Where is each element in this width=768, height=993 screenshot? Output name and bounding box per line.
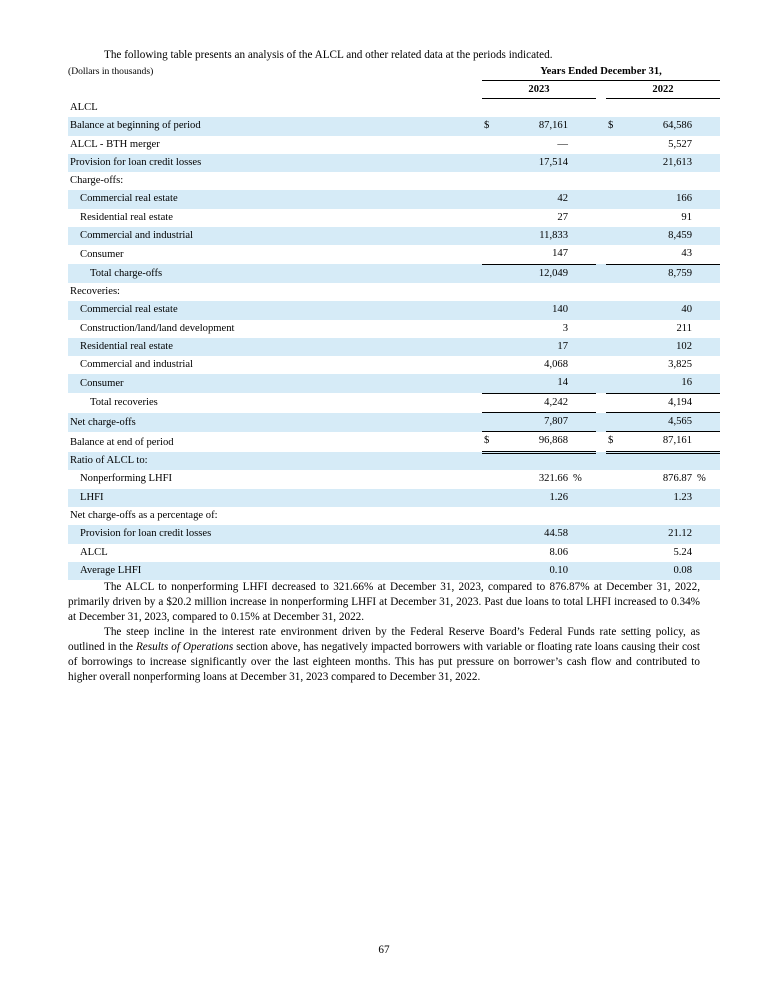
row-label: Average LHFI — [68, 562, 482, 580]
column-gap — [596, 190, 606, 208]
table-row — [68, 374, 720, 393]
row-percent-2022 — [694, 507, 720, 525]
column-gap — [596, 283, 606, 301]
table-row — [68, 264, 720, 283]
table-row — [68, 562, 720, 580]
row-currency-2023 — [482, 393, 496, 412]
row-percent-2023 — [570, 136, 596, 154]
row-percent-2023 — [570, 356, 596, 374]
row-value-2023 — [496, 99, 570, 117]
row-value-2022: 43 — [620, 245, 694, 264]
row-currency-2022 — [606, 227, 620, 245]
row-currency-2022 — [606, 338, 620, 356]
row-currency-2022 — [606, 374, 620, 393]
row-currency-2023 — [482, 338, 496, 356]
row-percent-2022 — [694, 544, 720, 562]
para2-italic-reference: Results of Operations — [135, 640, 234, 653]
table-body — [68, 99, 720, 580]
row-value-2022: 21,613 — [620, 154, 694, 172]
table-row — [68, 393, 720, 412]
row-currency-2023: $ — [482, 432, 496, 452]
row-value-2023: 0.10 — [496, 562, 570, 580]
table-header-group-row — [68, 63, 720, 81]
row-percent-2023 — [570, 245, 596, 264]
row-value-2022: 8,459 — [620, 227, 694, 245]
table-row — [68, 136, 720, 154]
row-currency-2022 — [606, 283, 620, 301]
row-label: Residential real estate — [80, 211, 173, 223]
row-value-2022: 3,825 — [668, 359, 692, 371]
row-percent-2022 — [694, 301, 720, 319]
row-value-2022: 91 — [681, 211, 692, 223]
table-row — [68, 190, 720, 208]
row-currency-2022 — [606, 356, 620, 374]
row-percent-2023 — [570, 209, 596, 227]
units-note: (Dollars in thousands) — [68, 65, 154, 77]
column-gap — [596, 470, 606, 488]
row-currency-2022 — [606, 136, 620, 154]
row-value-2022 — [620, 99, 694, 117]
row-label: ALCL — [70, 101, 98, 113]
column-gap — [596, 356, 606, 374]
row-value-2022: 87,161 — [620, 432, 694, 452]
row-value-2023 — [496, 452, 570, 470]
table-row — [68, 245, 720, 264]
table-row — [68, 489, 720, 507]
row-value-2023: 42 — [496, 190, 570, 208]
row-percent-2023 — [570, 117, 596, 135]
row-percent-2023 — [570, 227, 596, 245]
column-gap — [596, 136, 606, 154]
row-label: Recoveries: — [70, 285, 121, 297]
row-value-2023: 321.66 — [538, 473, 568, 485]
table-row — [68, 452, 720, 470]
column-gap — [596, 154, 606, 172]
row-currency-2022 — [606, 507, 620, 525]
row-value-2023: 12,049 — [496, 264, 570, 283]
row-percent-2023 — [570, 172, 596, 190]
row-label: Construction/land/land development — [80, 322, 235, 334]
row-value-2023: 4,242 — [496, 393, 570, 412]
row-percent-2023 — [570, 413, 596, 432]
row-currency-2022 — [606, 320, 620, 338]
table-row — [68, 172, 720, 190]
row-percent-2023 — [570, 374, 596, 393]
row-currency-2022 — [606, 301, 620, 319]
table-header — [68, 63, 720, 99]
row-percent-2022 — [694, 338, 720, 356]
column-gap — [596, 209, 606, 227]
column-gap — [596, 227, 606, 245]
header-year-2022: 2022 — [606, 81, 720, 99]
row-percent-2022 — [694, 209, 720, 227]
row-value-2023: 96,868 — [496, 432, 570, 452]
row-percent-2022: % — [697, 473, 706, 485]
row-percent-2022 — [694, 562, 720, 580]
row-percent-2023 — [570, 320, 596, 338]
row-value-2022: 0.08 — [620, 562, 694, 580]
row-percent-2022 — [694, 356, 720, 374]
row-currency-2023 — [482, 413, 496, 432]
column-gap — [596, 301, 606, 319]
row-value-2023: 44.58 — [496, 525, 570, 543]
row-label: Provision for loan credit losses — [68, 154, 482, 172]
body-paragraph-1: The ALCL to nonperforming LHFI decreased to 321.66% at December 31, 2023, compared to 876.87% at December 31, 2022, primarily driven by a $20.2 million increase in nonperforming LHFI at December 31, 2023. Past due loans to total LHFI increased to 0.34% at December 31, 2023, compared to 0.15% at December 31, 2022. — [68, 581, 700, 623]
row-value-2023: 1.26 — [496, 489, 570, 507]
row-currency-2022 — [606, 190, 620, 208]
row-label: Commercial and industrial — [68, 227, 482, 245]
intro-paragraph: The following table presents an analysis of the ALCL and other related data at the periods indicated. — [104, 49, 553, 61]
row-percent-2022 — [694, 245, 720, 264]
header-gap — [596, 81, 606, 99]
row-percent-2022 — [694, 154, 720, 172]
row-percent-2023 — [570, 154, 596, 172]
row-currency-2023 — [482, 301, 496, 319]
row-currency-2022 — [606, 172, 620, 190]
page-content — [68, 48, 706, 684]
row-label: Total charge-offs — [68, 264, 482, 283]
table-row — [68, 320, 720, 338]
row-value-2022: 16 — [620, 374, 694, 393]
row-percent-2022 — [694, 136, 720, 154]
row-currency-2022 — [606, 562, 620, 580]
row-value-2023: 27 — [557, 211, 568, 223]
row-currency-2023 — [482, 136, 496, 154]
row-label: Consumer — [68, 374, 482, 393]
row-currency-2023 — [482, 507, 496, 525]
row-label: ALCL - BTH merger — [70, 138, 160, 150]
row-currency-2023 — [482, 356, 496, 374]
row-currency-2023 — [482, 154, 496, 172]
row-currency-2023 — [482, 209, 496, 227]
row-label: Net charge-offs as a percentage of: — [70, 510, 218, 522]
row-label: Commercial and industrial — [80, 359, 193, 371]
row-currency-2023 — [482, 283, 496, 301]
row-value-2022: 5.24 — [673, 546, 692, 558]
row-currency-2022 — [606, 393, 620, 412]
row-value-2023: 17,514 — [496, 154, 570, 172]
row-label: Ratio of ALCL to: — [68, 452, 482, 470]
table-row — [68, 117, 720, 135]
table-row — [68, 525, 720, 543]
row-percent-2023 — [570, 544, 596, 562]
row-value-2023: 4,068 — [544, 359, 568, 371]
table-header-year-row — [68, 81, 720, 99]
table-row — [68, 338, 720, 356]
row-currency-2023 — [482, 544, 496, 562]
row-value-2023: — — [557, 138, 568, 150]
header-years-ended: Years Ended December 31, — [482, 63, 720, 81]
page-number: 67 — [378, 944, 390, 956]
row-label: Balance at beginning of period — [68, 117, 482, 135]
table-row — [68, 209, 720, 227]
row-percent-2022 — [694, 190, 720, 208]
table-row — [68, 154, 720, 172]
row-value-2022 — [620, 452, 694, 470]
row-percent-2022 — [694, 525, 720, 543]
row-currency-2022 — [606, 544, 620, 562]
row-currency-2022 — [606, 245, 620, 264]
row-percent-2023 — [570, 99, 596, 117]
row-label: ALCL — [80, 546, 108, 558]
row-value-2023 — [496, 507, 570, 525]
column-gap — [596, 245, 606, 264]
row-value-2022: 1.23 — [620, 489, 694, 507]
row-value-2022: 876.87 — [662, 473, 692, 485]
column-gap — [596, 432, 606, 452]
column-gap — [596, 452, 606, 470]
row-value-2022: 102 — [620, 338, 694, 356]
row-value-2023 — [496, 283, 570, 301]
row-value-2022: 5,527 — [668, 138, 692, 150]
row-currency-2023 — [482, 320, 496, 338]
row-percent-2022 — [694, 227, 720, 245]
row-percent-2023 — [570, 432, 596, 452]
column-gap — [596, 413, 606, 432]
row-label: Balance at end of period — [70, 436, 174, 448]
row-currency-2022 — [606, 209, 620, 227]
row-percent-2023 — [570, 489, 596, 507]
row-value-2023: 7,807 — [496, 413, 570, 432]
row-label: Provision for loan credit losses — [68, 525, 482, 543]
para2-part-a: The steep incline in the interest rate environment driven by the Federal Reserve Board’s Federal Funds rate setting policy, as outlined in the — [68, 625, 700, 653]
row-percent-2023 — [570, 393, 596, 412]
column-gap — [596, 544, 606, 562]
table-row — [68, 99, 720, 117]
row-label: Residential real estate — [68, 338, 482, 356]
row-currency-2022 — [606, 470, 620, 488]
row-value-2022: 21.12 — [620, 525, 694, 543]
row-percent-2023 — [570, 190, 596, 208]
row-label: Consumer — [80, 248, 124, 260]
row-currency-2023 — [482, 264, 496, 283]
column-gap — [596, 117, 606, 135]
row-label: LHFI — [68, 489, 482, 507]
row-currency-2022 — [606, 99, 620, 117]
row-percent-2022 — [694, 117, 720, 135]
row-currency-2023 — [482, 470, 496, 488]
row-percent-2022 — [694, 452, 720, 470]
column-gap — [596, 374, 606, 393]
body-paragraph-2 — [68, 625, 700, 685]
row-percent-2022 — [694, 283, 720, 301]
row-value-2023: 11,833 — [496, 227, 570, 245]
row-percent-2023 — [570, 283, 596, 301]
header-year-2023: 2023 — [482, 81, 596, 99]
row-percent-2023 — [570, 562, 596, 580]
table-row — [68, 413, 720, 432]
row-percent-2022 — [694, 374, 720, 393]
row-percent-2022 — [694, 99, 720, 117]
column-gap — [596, 507, 606, 525]
row-value-2022: 40 — [620, 301, 694, 319]
column-gap — [596, 489, 606, 507]
row-currency-2022 — [606, 413, 620, 432]
row-currency-2023 — [482, 452, 496, 470]
row-currency-2022 — [606, 154, 620, 172]
row-value-2023: 140 — [496, 301, 570, 319]
column-gap — [596, 393, 606, 412]
table-row — [68, 301, 720, 319]
row-label: Commercial real estate — [68, 190, 482, 208]
table-row — [68, 283, 720, 301]
row-currency-2022 — [606, 452, 620, 470]
row-currency-2023: $ — [482, 117, 496, 135]
row-percent-2022 — [694, 413, 720, 432]
table-row — [68, 432, 720, 452]
row-currency-2023 — [482, 562, 496, 580]
row-value-2022: 4,565 — [620, 413, 694, 432]
column-gap — [596, 338, 606, 356]
row-currency-2022 — [606, 525, 620, 543]
table-row — [68, 227, 720, 245]
row-currency-2023 — [482, 525, 496, 543]
row-percent-2023 — [570, 301, 596, 319]
column-gap — [596, 562, 606, 580]
row-value-2022: 166 — [620, 190, 694, 208]
row-value-2023: 87,161 — [496, 117, 570, 135]
row-percent-2022 — [694, 432, 720, 452]
row-percent-2022 — [694, 320, 720, 338]
row-currency-2022: $ — [606, 117, 620, 135]
row-currency-2023 — [482, 227, 496, 245]
row-value-2023: 17 — [496, 338, 570, 356]
row-currency-2023 — [482, 489, 496, 507]
row-value-2022: 4,194 — [620, 393, 694, 412]
column-gap — [596, 525, 606, 543]
row-label: Net charge-offs — [68, 413, 482, 432]
row-value-2022: 8,759 — [620, 264, 694, 283]
row-currency-2023 — [482, 190, 496, 208]
column-gap — [596, 320, 606, 338]
row-value-2022 — [620, 283, 694, 301]
table-row — [68, 356, 720, 374]
alcl-analysis-table — [68, 63, 720, 580]
row-currency-2022 — [606, 264, 620, 283]
row-value-2023: 14 — [496, 374, 570, 393]
table-row — [68, 470, 720, 488]
row-currency-2023 — [482, 245, 496, 264]
row-value-2023: 3 — [562, 322, 568, 334]
row-percent-2023 — [570, 338, 596, 356]
row-label: Nonperforming LHFI — [80, 473, 173, 485]
row-label: Charge-offs: — [70, 175, 124, 187]
row-value-2023: 8.06 — [549, 546, 568, 558]
row-percent-2022 — [694, 489, 720, 507]
row-percent-2023: % — [573, 473, 582, 485]
header-spacer — [68, 81, 482, 99]
row-currency-2022: $ — [606, 432, 620, 452]
row-label: Total recoveries — [90, 397, 158, 409]
row-percent-2022 — [694, 393, 720, 412]
row-currency-2022 — [606, 489, 620, 507]
row-currency-2023 — [482, 172, 496, 190]
column-gap — [596, 264, 606, 283]
para2-part-b: section above, has negatively impacted borrowers with variable or floating rate loans causing their cost of borrowings to increase significantly over the last eighteen months. This has put pressure on borrower’s cash flow and contributed to higher overall nonperforming loans at December 31, 2023 compared to December 31, 2022. — [68, 640, 700, 683]
row-percent-2023 — [570, 507, 596, 525]
row-value-2022: 64,586 — [620, 117, 694, 135]
row-percent-2023 — [570, 452, 596, 470]
row-value-2023 — [496, 172, 570, 190]
row-currency-2023 — [482, 374, 496, 393]
row-percent-2022 — [694, 172, 720, 190]
row-currency-2023 — [482, 99, 496, 117]
row-value-2022 — [620, 172, 694, 190]
column-gap — [596, 172, 606, 190]
row-percent-2023 — [570, 264, 596, 283]
row-value-2022 — [620, 507, 694, 525]
table-row — [68, 544, 720, 562]
table-row — [68, 507, 720, 525]
row-label: Commercial real estate — [68, 301, 482, 319]
row-value-2022: 211 — [676, 322, 692, 334]
row-percent-2022 — [694, 264, 720, 283]
row-value-2023: 147 — [496, 245, 570, 264]
column-gap — [596, 99, 606, 117]
row-percent-2023 — [570, 525, 596, 543]
